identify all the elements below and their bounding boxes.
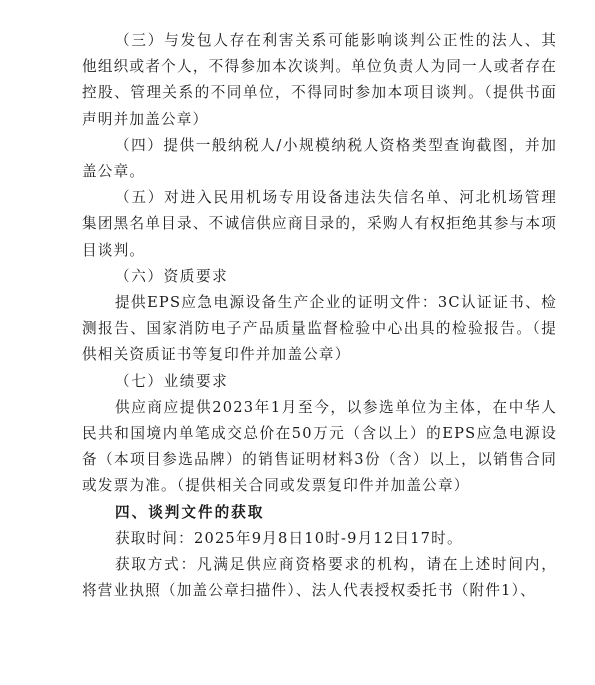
clause-3-conflict-of-interest: （三）与发包人存在利害关系可能影响谈判公正性的法人、其他组织或者个人，不得参加本次谈判。单位负责人为同一人或者存在控股、管理关系的不同单位，不得同时参加本项目谈判。（提供书面声明并加盖公章） <box>82 32 557 128</box>
clause-5-blacklist: （五）对进入民用机场专用设备违法失信名单、河北机场管理集团黑名单目录、不诚信供应商目录的，采购人有权拒绝其参与本项目谈判。 <box>82 189 557 259</box>
acquisition-method: 获取方式：凡满足供应商资格要求的机构，请在上述时间内，将营业执照（加盖公章扫描件）、法人代表授权委托书（附件1）、 <box>82 556 557 600</box>
clause-6-qualification-title: （六）资质要求 <box>115 267 229 285</box>
clause-7-performance-title: （七）业绩要求 <box>115 372 229 390</box>
clause-4-taxpayer-type: （四）提供一般纳税人/小规模纳税人资格类型查询截图，并加盖公章。 <box>82 136 557 181</box>
acquisition-time: 获取时间：2025年9月8日10时-9月12日17时。 <box>115 529 463 547</box>
section-4-heading: 四、谈判文件的获取 <box>115 503 265 521</box>
clause-6-qualification-body: 提供EPS应急电源设备生产企业的证明文件：3C认证证书、检测报告、国家消防电子产品质量监督检验中心出具的检验报告。（提供相关资质证书等复印件并加盖公章） <box>82 294 557 364</box>
clause-7-performance-body: 供应商应提供2023年1月至今，以参选单位为主体，在中华人民共和国境内单笔成交总价在50万元（含以上）的EPS应急电源设备（本项目参选品牌）的销售证明材料3份（含）以上，以销售合同或发票为准。（提供相关合同或发票复印件并加盖公章） <box>82 398 557 495</box>
